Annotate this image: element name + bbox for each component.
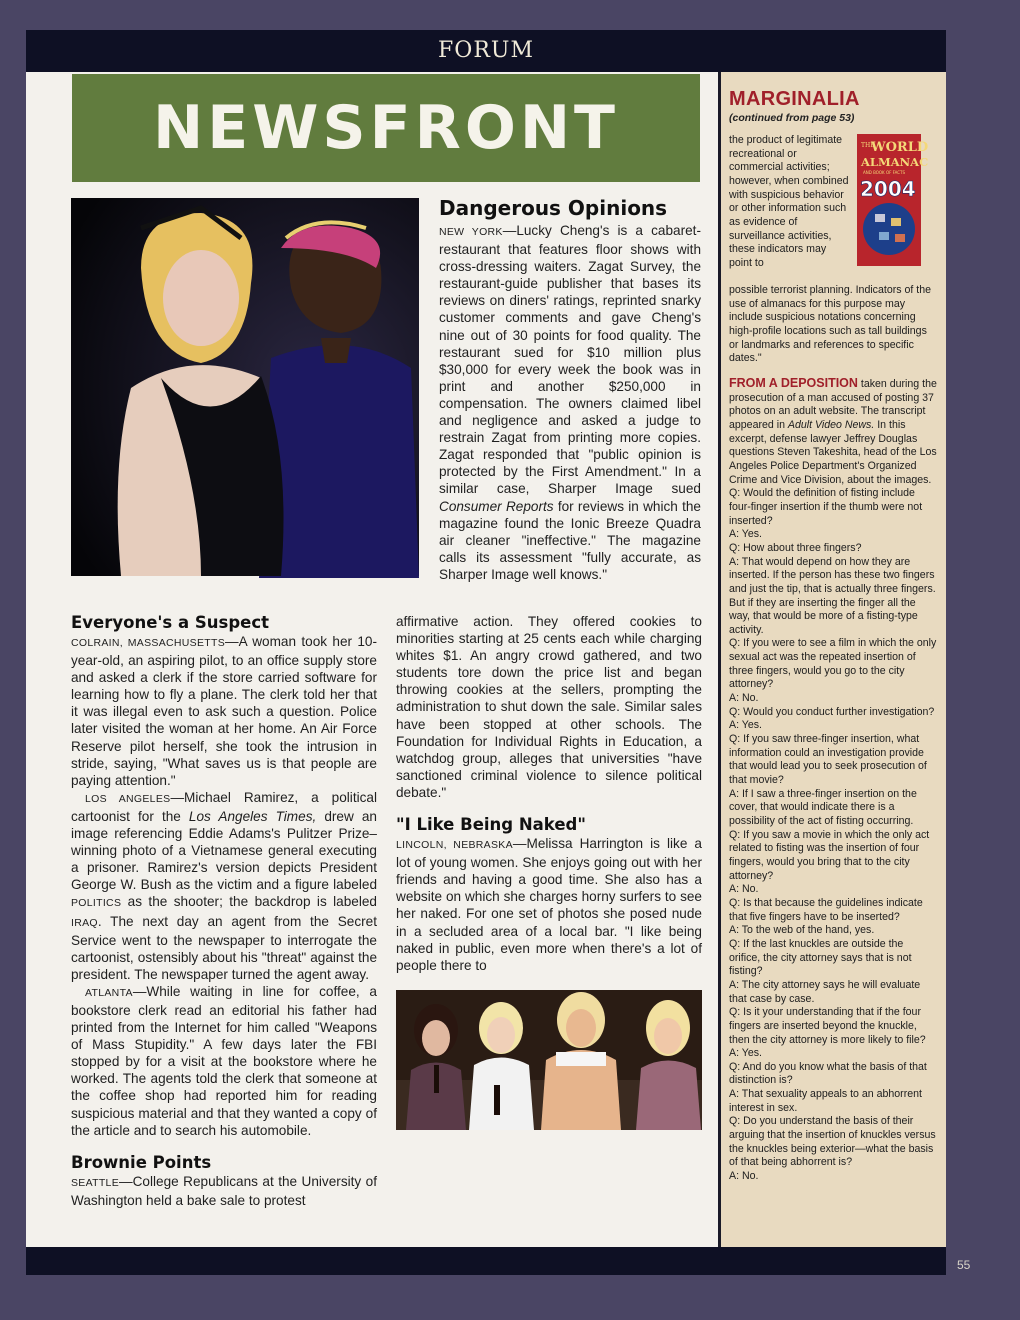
footer-bar [26,1247,946,1275]
qa-line: A: Yes. [729,719,762,732]
deposition-intro-italic: Adult Video News. [787,418,875,431]
brownie-paragraph [71,1173,377,1209]
paragraph-text: as the shooter; the backdrop is labeled [121,894,377,910]
section-header-bar [26,30,946,72]
brownie-continued: affirmative action. They offered cookies to minorities starting at 25 cents each while charging whites $1. An angry crowd gathered, and two students tore down the price list and began throwing cookies at the sellers, prompting the administration to shut down the sale. Similar sales have been stopped at other schools. The Foundation for Individual Rights in Education, a watchdog group, alleges that universities "have sanctioned criminal violence to silence political debate." [396,614,702,800]
article-text-italic: Consumer Reports [439,498,554,514]
sidebar-title: MARGINALIA [729,88,860,110]
dateline: COLRAIN, MASSACHUSETTS [71,637,225,649]
article-text: —Lucky Cheng's is a cabaret-restaurant that features floor shows with cross-dressing waiters. Zagat Survey, the restaurant-guide publisher that bases its reviews on diners' ratings, reprinted snarky customer comments and gave Cheng's nine out of 30 points for food quality. The restaurant sued for $10 million plus $30,000 for every week the book was in print and another $250,000 in compensation. The owners claimed libel and negligence and asked a judge to restrain Zagat from printing more copies. Zagat responded that "public opinion is protected by the First Amendment." In a similar case, Sharper Image sued [439,223,701,497]
qa-line: Q: If you were to see a film in which the only sexual act was the repeated insertion of three fingers, would you go to the city attorney? [729,637,937,691]
column-middle [396,613,702,974]
deposition-intro [729,377,937,487]
dateline: SEATTLE [71,1176,120,1189]
qa-line: A: No. [729,1170,759,1183]
paragraph-text: . The next day an agent from the Secret Service went to the newspaper to interrogate the cartoonist, ostensibly about his "threat" against the president. The newspaper turned the agent away. [71,913,377,982]
suspect-paragraph-1 [71,633,377,789]
qa-line: A: The city attorney says he will evaluate that case by case. [729,978,921,1005]
article-text-end: for reviews in which the magazine found the Ionic Breeze Quadra air cleaner "ineffective." The magazine calls its assessment "fully accurate, as Sharper Image well knows." [439,498,701,582]
sidebar-top-text: the product of legitimate recreational or commercial activities; however, when combined with suspicious behavior or other information such as evidence of surveillance activities, these indicators may point to [729,134,849,269]
deposition-label: FROM A DEPOSITION [729,376,858,390]
qa-line: Q: Do you understand the basis of their arguing that the insertion of knuckles versus the knuckles being exterior—what the basis of that being abhorrent is? [729,1115,936,1169]
qa-line: A: Yes. [729,1047,762,1060]
qa-line: A: That would depend on how they are inserted. If the person has these two fingers and just the tip, that is actually three fingers. But if they are inserting the finger all the way, that would be more of a fisting-type activity. [729,555,936,636]
qa-line: A: No. [729,883,759,896]
article-dangerous-opinions [439,196,701,583]
marginalia-sidebar [718,72,946,1247]
suspect-paragraph-3 [71,983,377,1139]
sidebar-rest-text: possible terrorist planning. Indicators of the use of almanacs for this purpose may include suspicious notations concerning high-profile locations such as tall buildings or landmarks and references to specific dates." [729,284,931,365]
qa-line: A: No. [729,692,759,705]
naked-paragraph [396,835,702,974]
qa-line: Q: If you saw three-finger insertion, what information could an investigation provide that would lead you to seek prosecution of that movie? [729,733,927,787]
qa-line: A: Yes. [729,528,762,541]
deposition-intro-text: taken during the prosecution of a man accused of posting 37 photos on an adult website. The transcript appeared in [729,378,937,431]
article-title: Dangerous Opinions [439,196,668,220]
sidebar-continued-note: (continued from page 53) [729,112,855,124]
qa-line: A: If I saw a three-finger insertion on the cover, that would indicate there is a possibility of the act of fisting occurring. [729,787,917,827]
qa-line: A: To the web of the hand, yes. [729,924,875,937]
qa-line: A: That sexuality appeals to an abhorrent interest in sex. [729,1088,922,1114]
paragraph-text: —Michael Ramirez, a political cartoonist for the [71,789,377,824]
qa-line: Q: Is that because the guidelines indicate that five fingers have to be inserted? [729,896,923,923]
paragraph-text: —College Republicans at the University of Washington held a bake sale to protest [71,1173,377,1208]
article-title-brownie: Brownie Points [71,1152,212,1172]
qa-line: Q: And do you know what the basis of that distinction is? [729,1060,927,1087]
paragraph-text: —A woman took her 10-year-old, an aspiring pilot, to an office supply store and asked a clerk if the store carried software for learning how to fly a plane. The clerk told her that it was illegal even to ask such a question. Police later visited the woman at her home. An Air Force Reserve pilot herself, she took the intrusion in stride, saying, "What saves us is that people are paying attention." [71,634,377,788]
qa-line: Q: Would you conduct further investigation? [729,705,935,718]
article-title-suspect: Everyone's a Suspect [71,613,269,632]
deposition-excerpt [729,377,937,1184]
magazine-page [26,30,946,1275]
paragraph-text: —While waiting in line for coffee, a bookstore clerk read an editorial his father had printed from the Internet for him called "Weapons of Mass Stupidity." A few days later the FBI stopped by for a visit at the bookstore where he worked. The agents told the clerk that someone at the coffee shop had reported him for reading suspicious material and that they wanted a copy of the article and to search his automobile. [71,983,377,1138]
qa-line: Q: How about three fingers? [729,541,862,554]
banner-title: NEWSFRONT [72,74,700,182]
article-body [439,222,701,583]
bar-photo [396,990,702,1130]
almanac-cover-image [857,134,929,266]
dateline: LOS ANGELES [85,792,171,805]
qa-line: Q: If the last knuckles are outside the orifice, the city attorney says that is not fisting? [729,937,912,978]
paragraph-italic: Los Angeles Times, [188,808,317,824]
dateline: LINCOLN, NEBRASKA [396,839,513,852]
section-label: FORUM [438,38,534,63]
suspect-paragraph-2 [71,789,377,983]
qa-line: Q: If you saw a movie in which the only act related to fisting was the insertion of four fingers, would you bring that to the city attorney? [729,828,930,882]
almanac-subtitle: AND BOOK OF FACTS [863,170,906,175]
paragraph-text: drew an image referencing Eddie Adams's Pulitzer Prize–winning photo of a Vietnamese general executing a prisoner. Ramirez's version depicts President George W. Bush as the victim and a figure labeled [71,808,377,893]
qa-list [729,487,937,1183]
qa-line: Q: Is it your understanding that if the four fingers are inserted beyond the knuckle, then the city attorney is more likely to file? [729,1006,926,1046]
almanac-almanac: ALMANAC [861,155,929,169]
deposition-intro-text: In this excerpt, defense lawyer Jeffrey Douglas questions Steven Takeshita, head of the Los Angeles Police Department's Organized Crime and Vice Division, about the images. [729,418,937,486]
qa-line: Q: Would the definition of fisting include four-finger insertion if the thumb were not inserted? [729,487,923,527]
column-left [71,613,377,1209]
almanac-world: WORLD [871,140,929,155]
dateline: NEW YORK [439,226,503,238]
page-number: 55 [957,1258,971,1272]
almanac-the: THE [861,142,875,149]
cabaret-photo [71,198,419,576]
article-title-naked: "I Like Being Naked" [396,815,586,835]
small-caps-label: POLITICS [71,897,122,910]
small-caps-label: IRAQ [71,916,98,929]
dateline: ATLANTA [85,986,133,999]
almanac-year: 2004 [860,177,916,201]
paragraph-text: —Melissa Harrington is like a lot of young women. She enjoys going out with her friends and having a good time. She also has a website on which she charges horny surfers to see her naked. For one set of photos she posed nude in a secluded area of a local bar. "I like being naked in public, even more when there's a lot of people there to [396,836,702,973]
